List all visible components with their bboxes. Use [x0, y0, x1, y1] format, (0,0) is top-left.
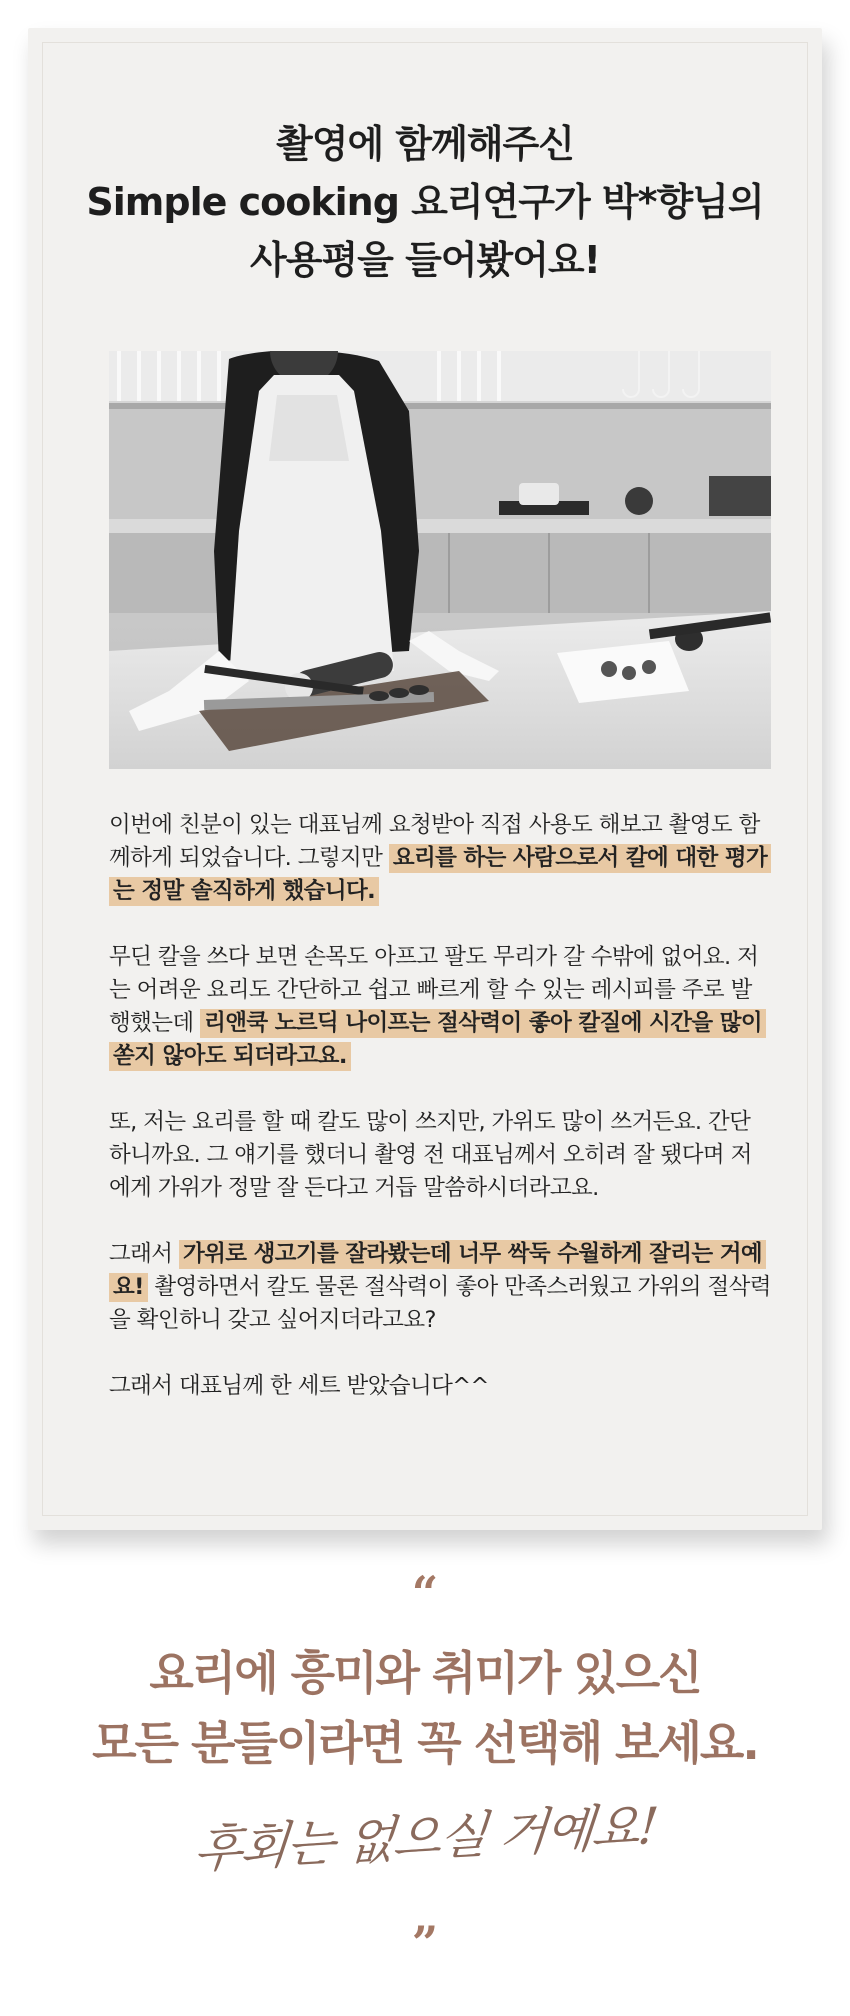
p1-text: 이번에 친분이 있는 대표님께 요청받아 직접 사용도 해보고 촬영도 함께하게 되었습니다. 그렇지만 — [109, 812, 760, 871]
p3-text: 또, 저는 요리를 할 때 칼도 많이 쓰지만, 가위도 많이 쓰거든요. 간단하니까요. 그 얘기를 했더니 촬영 전 대표님께서 오히려 잘 됐다며 저에게 가위가 정말 잘 든다고 거듭 말씀하시더라고요. — [109, 1109, 752, 1201]
heading-line-3: 사용평을 들어봤어요! — [250, 238, 600, 282]
tagline-line-1: 요리에 흥미와 취미가 있으신 — [149, 1646, 701, 1700]
p4-suffix: 촬영하면서 칼도 물론 절삭력이 좋아 만족스러웠고 가위의 절삭력을 확인하니 갖고 싶어지더라고요? — [109, 1274, 771, 1333]
review-paragraph-2 — [109, 941, 771, 1073]
review-paragraph-4 — [109, 1238, 771, 1337]
review-heading — [43, 115, 807, 289]
review-text — [109, 809, 771, 1403]
cook-photo — [109, 351, 771, 769]
closing-tagline — [0, 1638, 850, 1778]
review-paragraph-3 — [109, 1106, 771, 1205]
heading-line-1: 촬영에 함께해주신 — [276, 122, 574, 166]
p4-highlight: 가위로 생고기를 잘라봤는데 너무 싹둑 수월하게 잘리는 거예요! — [109, 1240, 766, 1302]
p2-text: 무딘 칼을 쓰다 보면 손목도 아프고 팔도 무리가 갈 수밖에 없어요. 저는 어려운 요리도 간단하고 쉽고 빠르게 할 수 있는 레시피를 주로 발행했는데 — [109, 944, 759, 1036]
close-quote-icon: ” — [411, 1916, 439, 1970]
kitchen-scene-image — [109, 351, 771, 769]
p2-highlight: 리앤쿡 노르딕 나이프는 절삭력이 좋아 칼질에 시간을 많이 쏟지 않아도 되더라고요. — [109, 1009, 766, 1071]
handwritten-message: 후회는 없으실 거예요! — [191, 1796, 659, 1880]
open-quote-icon: “ — [411, 1566, 439, 1620]
p4-prefix: 그래서 — [109, 1241, 179, 1267]
review-paragraph-1 — [109, 809, 771, 908]
heading-line-2: Simple cooking 요리연구가 박*향님의 — [86, 180, 764, 224]
p1-highlight: 요리를 하는 사람으로서 칼에 대한 평가는 정말 솔직하게 했습니다. — [109, 844, 771, 906]
review-paragraph-5 — [109, 1370, 771, 1403]
closing-quote — [0, 1560, 850, 1970]
review-card — [28, 28, 822, 1530]
tagline-line-2: 모든 분들이라면 꼭 선택해 보세요. — [92, 1716, 758, 1770]
p5-text: 그래서 대표님께 한 세트 받았습니다^^ — [109, 1373, 489, 1399]
review-card-border — [42, 42, 808, 1516]
